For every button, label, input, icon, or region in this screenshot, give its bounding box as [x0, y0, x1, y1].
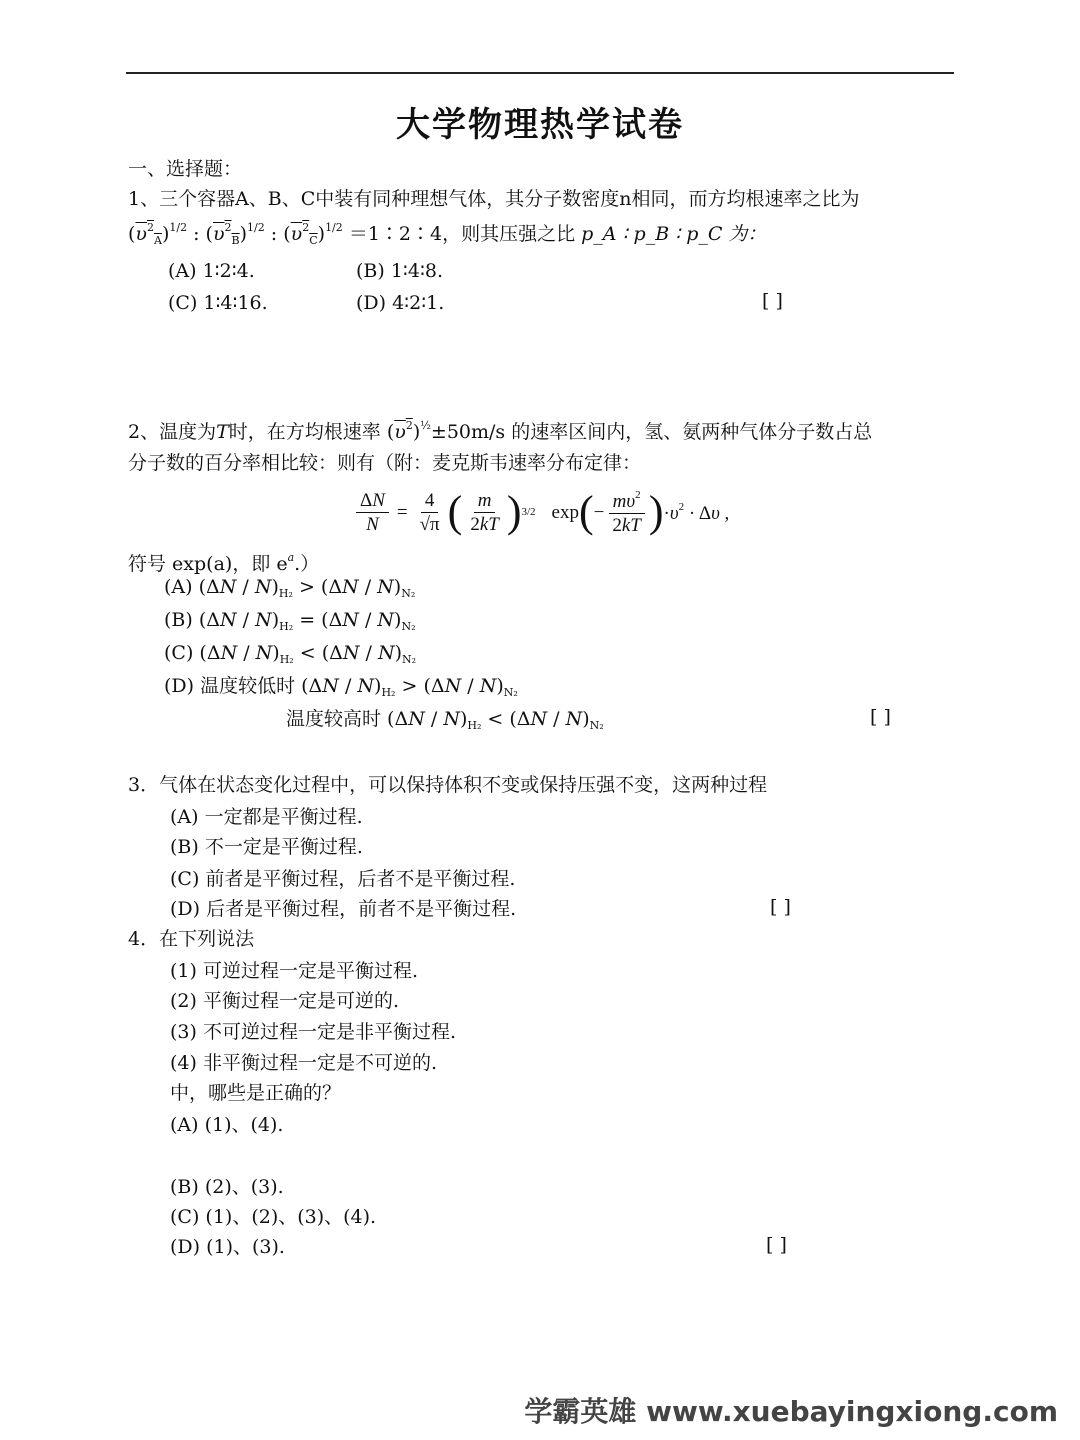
q1-option-c: (C) 1∶4∶16. — [168, 292, 268, 314]
q2-stem-part1: 2、温度为 — [128, 421, 217, 443]
q1-ratio-tail: ＝1∶2∶4，则其压强之比 — [348, 223, 576, 245]
q2-answer-bracket[interactable]: [ ] — [870, 706, 891, 728]
q1-ratio-line — [128, 222, 766, 246]
q2-rms-speed-formula: $(\upsilon^2)^{\frac{1}{2}}$ — [386, 419, 431, 443]
q2-note: 符号 exp(a)，即 $e^a$.） — [128, 551, 320, 575]
q4-stem: 4．在下列说法 — [128, 928, 255, 950]
q2-note-text: 符号 exp(a)，即 e — [128, 553, 288, 575]
section-heading: 一、选择题： — [128, 158, 243, 180]
q3-option-d: (D) 后者是平衡过程，前者不是平衡过程. — [170, 898, 517, 920]
maxwell-distribution-formula: $\frac{\Delta N}{N}$ = $\frac{4}{√\pi}$ ( $\frac{m}{2kT}$ ) 3/2 exp ( − $\frac{m\upsilon^2}{2kT}$ ) $\cdot\upsilon^2 \cdot \Delta\upsilon$ , — [352, 482, 729, 542]
q1-option-d: (D) 4∶2∶1. — [356, 292, 445, 314]
q4-statement-1: (1) 可逆过程一定是平衡过程. — [170, 960, 418, 982]
q4-option-c: (C) (1)、(2)、(3)、(4). — [170, 1206, 377, 1228]
q1-pressure-ratio: p_A ∶ p_B ∶ p_C 为： — [581, 223, 767, 245]
q3-option-b: (B) 不一定是平衡过程. — [170, 836, 363, 858]
q2-stem-line1 — [128, 420, 872, 442]
q3-answer-bracket[interactable]: [ ] — [770, 896, 791, 918]
q2-option-a-label: (A) — [164, 576, 193, 598]
q4-question: 中，哪些是正确的？ — [170, 1082, 342, 1104]
q1-stem: 1、三个容器A、B、C中装有同种理想气体，其分子数密度n相同，而方均根速率之比为 — [128, 188, 860, 210]
q2-temperature-symbol: T — [216, 421, 229, 443]
q3-option-c: (C) 前者是平衡过程，后者不是平衡过程. — [170, 868, 516, 890]
top-rule — [126, 72, 954, 74]
q2-option-c-label: (C) — [164, 642, 194, 664]
q1-rms-ratio-formula: $(\upsilon^2_A)^{1/2}$ : $(\upsilon^2_B)^{1/2}$ : $(\upsilon^2_C)^{1/2}$ — [128, 221, 343, 247]
q4-statement-3: (3) 不可逆过程一定是非平衡过程. — [170, 1021, 456, 1043]
q4-option-a: (A) (1)、(4). — [170, 1114, 284, 1136]
q2-option-d: (D) 温度较低时 $(\Delta N / N)_{H_2} > (\Delta N / N)_{N_2}$ — [164, 675, 518, 699]
q2-option-a: (A) $(\Delta N / N)_{H_2} > (\Delta N / N)_{N_2}$ — [164, 576, 416, 600]
q2-note-tail: .） — [294, 553, 320, 575]
q1-answer-bracket[interactable]: [ ] — [762, 290, 783, 312]
q1-option-a: (A) 1∶2∶4. — [168, 260, 255, 282]
page-title: 大学物理热学试卷 — [396, 105, 684, 145]
q2-stem-line2: 分子数的百分率相比较：则有（附：麦克斯韦速率分布定律： — [128, 452, 642, 474]
q4-option-d: (D) (1)、(3). — [170, 1236, 285, 1258]
q2-option-c: (C) $(\Delta N / N)_{H_2} < (\Delta N / N)_{N_2}$ — [164, 642, 417, 666]
q4-option-b: (B) (2)、(3). — [170, 1176, 284, 1198]
q3-stem: 3．气体在状态变化过程中，可以保持体积不变或保持压强不变，这两种过程 — [128, 774, 768, 796]
q2-option-d-label: (D) 温度较低时 — [164, 675, 296, 697]
q4-statement-4: (4) 非平衡过程一定是不可逆的. — [170, 1052, 437, 1074]
q2-option-b: (B) $(\Delta N / N)_{H_2} = (\Delta N / N)_{N_2}$ — [164, 609, 416, 633]
q3-option-a: (A) 一定都是平衡过程. — [170, 806, 363, 828]
q4-statement-2: (2) 平衡过程一定是可逆的. — [170, 990, 399, 1012]
q2-option-d-line2: 温度较高时 $(\Delta N / N)_{H_2} < (\Delta N / N)_{N_2}$ — [286, 708, 604, 732]
q2-option-b-label: (B) — [164, 609, 193, 631]
q2-stem-part2: 时，在方均根速率 — [228, 421, 381, 443]
q4-answer-bracket[interactable]: [ ] — [766, 1234, 787, 1256]
q2-stem-part3: ±50m/s 的速率区间内，氢、氨两种气体分子数占总 — [430, 421, 873, 443]
q2-option-d2-label: 温度较高时 — [286, 708, 382, 730]
watermark-footer: 学霸英雄 www.xuebayingxiong.com — [524, 1395, 1058, 1428]
q1-option-b: (B) 1∶4∶8. — [356, 260, 444, 282]
